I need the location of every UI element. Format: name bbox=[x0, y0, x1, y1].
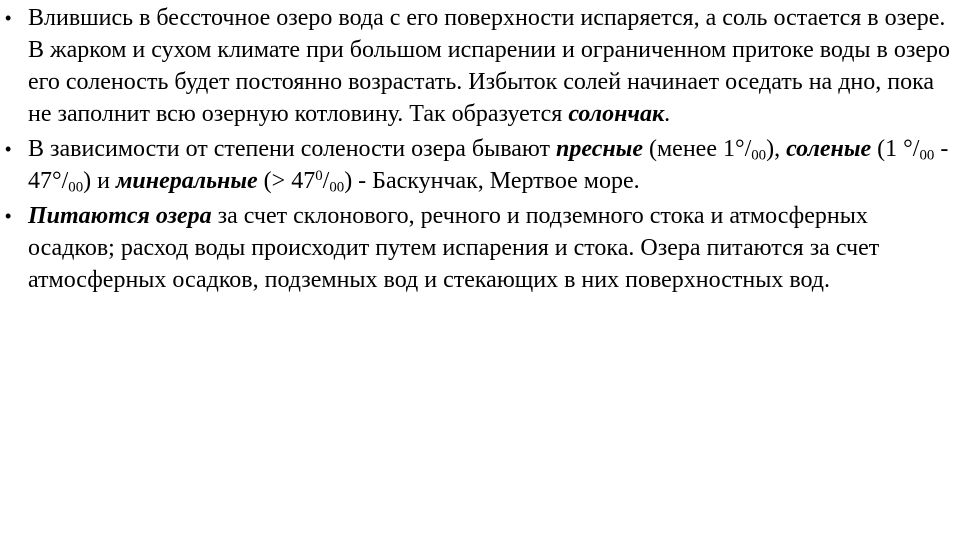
subscript: 00 bbox=[68, 179, 84, 196]
bullet-item-saltmarsh bbox=[4, 2, 954, 130]
paragraph-text: (1 °/ bbox=[871, 136, 920, 162]
term-fresh: пресные bbox=[556, 136, 643, 162]
bullet-item-feeding bbox=[4, 200, 954, 296]
term-solonchak: солончак bbox=[568, 101, 665, 127]
paragraph-text: ) - Баскунчак, Мертвое море. bbox=[344, 168, 640, 194]
paragraph-text: за счет склонового, речного и подземного стока и атмосферных осадков; расход воды происходит путем испарения и стока. Озера питаются за счет атмосферных осадков, подземных вод и стекающих в них поверхностных вод. bbox=[28, 203, 880, 293]
paragraph-text: (менее 1°/ bbox=[642, 136, 752, 162]
subscript: 00 bbox=[329, 179, 345, 196]
paragraph-text: / bbox=[322, 168, 330, 194]
bullet-list bbox=[4, 2, 954, 299]
paragraph-text: . bbox=[664, 101, 671, 127]
subscript: 00 bbox=[751, 147, 767, 164]
paragraph-text: ), bbox=[766, 136, 787, 162]
superscript: 0 bbox=[315, 167, 323, 184]
bullet-icon: • bbox=[5, 8, 12, 28]
paragraph-text: В зависимости от степени солености озера бывают bbox=[28, 136, 557, 162]
paragraph-text: Влившись в бессточное озеро вода с его поверхности испаряется, а соль остается в озере. В жарком и сухом климате при большом испарении и ограниченном притоке воды в озеро его соленость будет постоянно возрастать. Избыток солей начинает оседать на дно, пока не заполнит всю озерную котловину. Так образуется bbox=[28, 5, 950, 127]
term-mineral: минеральные bbox=[115, 168, 258, 194]
term-salty: соленые bbox=[786, 136, 872, 162]
paragraph-text: - 47°/ bbox=[28, 136, 949, 194]
bullet-item-salinity bbox=[4, 133, 954, 197]
bullet-icon: • bbox=[5, 206, 12, 226]
paragraph-text: (> 47 bbox=[257, 168, 316, 194]
term-feeding: Питаются озера bbox=[28, 203, 212, 229]
subscript: 00 bbox=[919, 147, 935, 164]
paragraph-text: ) и bbox=[83, 168, 116, 194]
bullet-icon: • bbox=[5, 139, 12, 159]
